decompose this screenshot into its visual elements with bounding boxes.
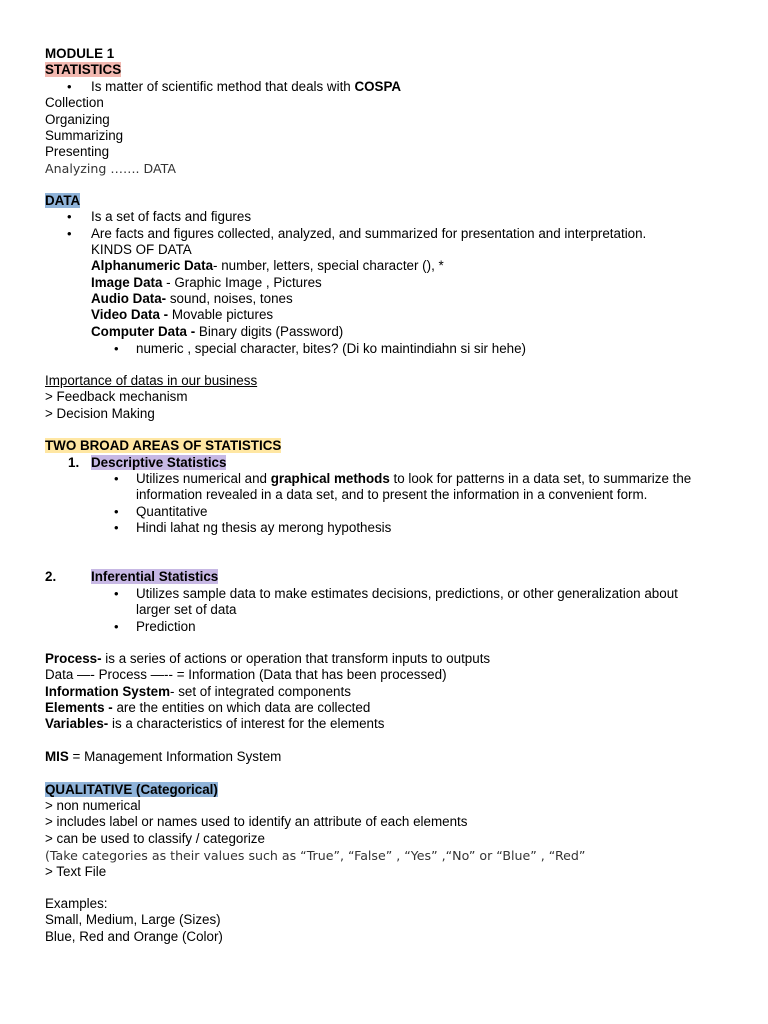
statistics-heading: [45, 62, 121, 78]
descriptive-number: 1.: [68, 455, 80, 470]
data-bullet: Is a set of facts and figures: [91, 209, 252, 224]
descriptive-bullet: Hindi lahat ng thesis ay merong hypothesis: [136, 520, 392, 535]
cospa-item-presenting: Presenting: [45, 144, 110, 159]
kind-desc: sound, noises, tones: [166, 291, 293, 306]
kind-term: Computer Data -: [91, 324, 196, 339]
inferential-bullet: Prediction: [136, 619, 196, 634]
cospa-item-summarizing: Summarizing: [45, 128, 124, 143]
bullet-dot: •: [114, 504, 119, 519]
definition-term: Elements -: [45, 700, 113, 715]
kind-image: [91, 275, 322, 291]
definition-term: Information System: [45, 684, 171, 699]
qualitative-note: (Take categories as their values such as “True”, “False” , “Yes” ,“No” or “Blue” , “Red”: [45, 848, 586, 863]
bullet-dot: •: [67, 226, 72, 241]
two-areas-heading: [45, 438, 281, 454]
process-flow: Data —- Process —-- = Information (Data that has been processed): [45, 667, 447, 682]
inferential-title-text: Inferential Statistics: [91, 569, 219, 584]
statistics-heading-text: STATISTICS: [45, 62, 122, 77]
kind-term: Audio Data-: [91, 291, 167, 306]
computer-data-sub-bullet: numeric , special character, bites? (Di ko maintindiahn si sir hehe): [136, 341, 526, 356]
importance-item: > Decision Making: [45, 406, 155, 421]
importance-heading: Importance of datas in our business: [45, 373, 258, 388]
elements-definition: [45, 700, 370, 716]
inferential-bullet-cont: larger set of data: [136, 602, 237, 617]
info-system-definition: [45, 684, 351, 700]
bullet-dot: •: [114, 341, 119, 356]
example-item: Small, Medium, Large (Sizes): [45, 912, 221, 927]
definition-desc: = Management Information System: [68, 749, 282, 764]
definition-term: MIS: [45, 749, 69, 764]
kinds-of-data-heading: KINDS OF DATA: [91, 242, 192, 257]
bullet-dot: •: [114, 520, 119, 535]
cospa-item-organizing: Organizing: [45, 112, 110, 127]
graphical-methods-keyword: graphical methods: [270, 471, 390, 486]
kind-desc: - Graphic Image , Pictures: [162, 275, 322, 290]
descriptive-bullet-text: to look for patterns in a data set, to summarize the: [389, 471, 692, 486]
cospa-keyword: COSPA: [354, 79, 402, 94]
qualitative-heading: [45, 782, 218, 798]
definition-desc: are the entities on which data are collected: [112, 700, 371, 715]
qualitative-text-file: > Text File: [45, 864, 107, 879]
kind-term: Image Data: [91, 275, 163, 290]
bullet-dot: •: [114, 471, 119, 486]
inferential-title: [91, 569, 218, 585]
importance-item: > Feedback mechanism: [45, 389, 188, 404]
kind-term: Video Data -: [91, 307, 169, 322]
kind-desc: Binary digits (Password): [195, 324, 344, 339]
examples-heading: Examples:: [45, 896, 108, 911]
bullet-dot: •: [114, 619, 119, 634]
descriptive-bullet: [136, 471, 691, 487]
bullet-dot: •: [114, 586, 119, 601]
data-heading: [45, 193, 80, 209]
definition-desc: is a characteristics of interest for the elements: [108, 716, 385, 731]
descriptive-bullet-cont: information revealed in a data set, and to present the information in a convenient form.: [136, 487, 648, 502]
definition-term: Variables-: [45, 716, 109, 731]
mis-definition: [45, 749, 281, 765]
kind-desc: Movable pictures: [168, 307, 274, 322]
two-areas-heading-text: TWO BROAD AREAS OF STATISTICS: [45, 438, 282, 453]
inferential-bullet: Utilizes sample data to make estimates decisions, predictions, or other generalization about: [136, 586, 678, 601]
example-item: Blue, Red and Orange (Color): [45, 929, 223, 944]
descriptive-bullet: Quantitative: [136, 504, 208, 519]
qualitative-line: > includes label or names used to identify an attribute of each elements: [45, 814, 468, 829]
kind-desc: - number, letters, special character (), *: [213, 258, 444, 273]
qualitative-line: > non numerical: [45, 798, 141, 813]
definition-term: Process-: [45, 651, 102, 666]
statistics-bullet-text: Is matter of scientific method that deals with: [91, 79, 355, 94]
cospa-item-collection: Collection: [45, 95, 104, 110]
kind-audio: [91, 291, 293, 307]
data-heading-text: DATA: [45, 193, 81, 208]
bullet-dot: •: [67, 79, 72, 94]
process-definition: [45, 651, 490, 667]
data-bullet: Are facts and figures collected, analyzed, and summarized for presentation and interpretation.: [91, 226, 647, 241]
kind-alphanumeric: [91, 258, 444, 274]
descriptive-title: [91, 455, 226, 471]
descriptive-title-text: Descriptive Statistics: [91, 455, 227, 470]
variables-definition: [45, 716, 384, 732]
definition-desc: is a series of actions or operation that transform inputs to outputs: [101, 651, 491, 666]
kind-term: Alphanumeric Data: [91, 258, 214, 273]
inferential-number: 2.: [45, 569, 57, 584]
statistics-bullet: [91, 79, 401, 95]
qualitative-line: > can be used to classify / categorize: [45, 831, 265, 846]
module-title: MODULE 1: [45, 46, 115, 61]
qualitative-heading-text: QUALITATIVE (Categorical): [45, 782, 218, 797]
definition-desc: - set of integrated components: [170, 684, 351, 699]
kind-video: [91, 307, 273, 323]
descriptive-bullet-text: Utilizes numerical and: [136, 471, 271, 486]
kind-computer: [91, 324, 343, 340]
cospa-item-analyzing: Analyzing ……. DATA: [45, 161, 176, 176]
bullet-dot: •: [67, 209, 72, 224]
